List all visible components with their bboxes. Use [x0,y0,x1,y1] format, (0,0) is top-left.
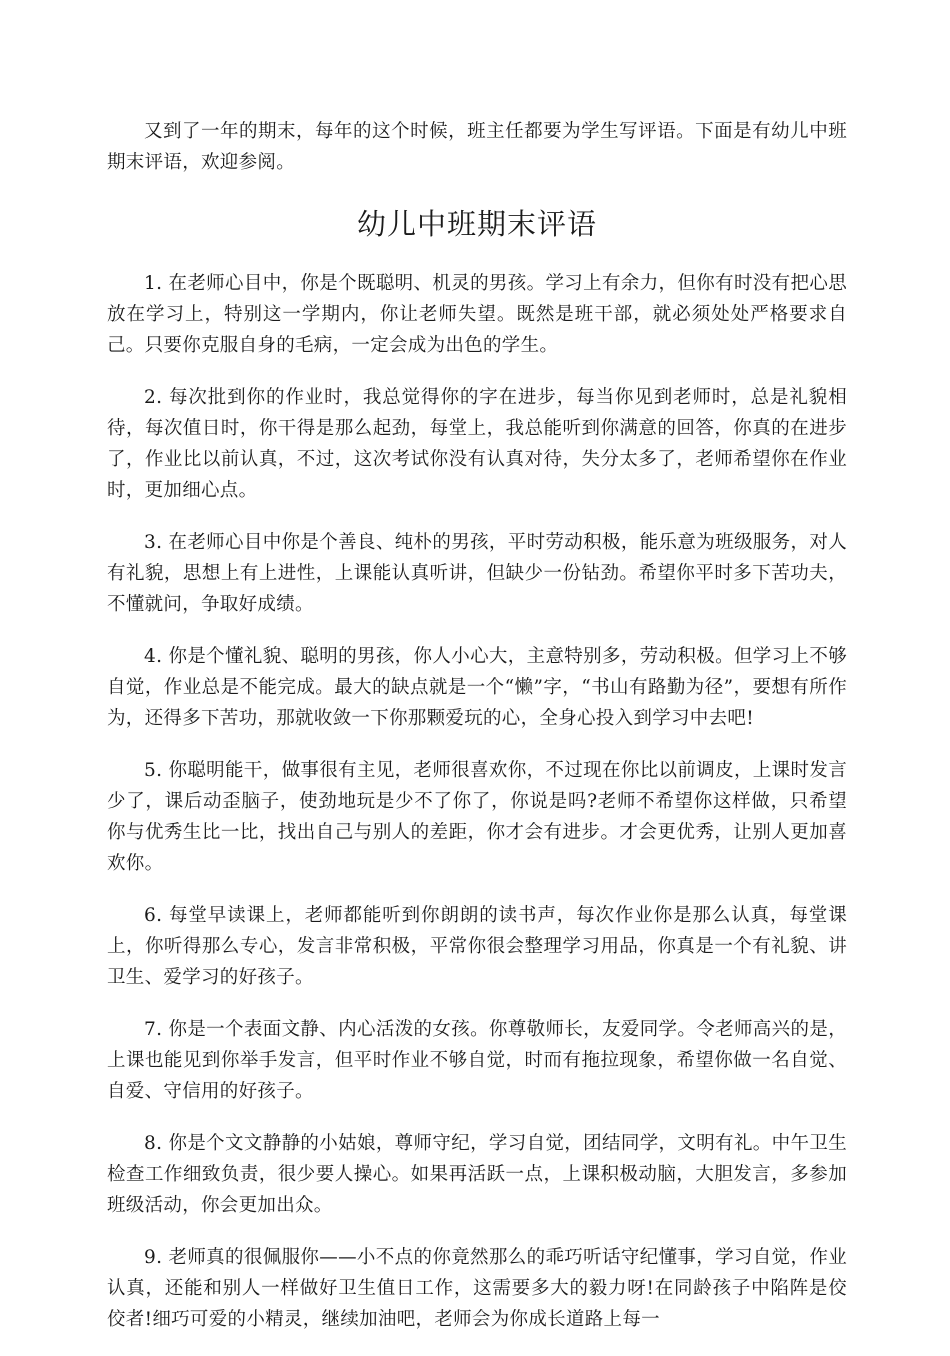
document-title: 幼儿中班期末评语 [356,207,597,241]
comment-item-7: 7. 你是一个表面文静、内心活泼的女孩。你尊敬师长，友爱同学。令老师高兴的是，上课也能见到你举手发言，但平时作业不够自觉，时而有拖拉现象，希望你做一名自觉、自爱、守信用的好孩子。 [107,1019,847,1102]
comment-list [107,268,847,1335]
comment-item-2: 2. 每次批到你的作业时，我总觉得你的字在进步，每当你见到老师时，总是礼貌相待，每次值日时，你干得是那么起劲，每堂上，我总能听到你满意的回答，你真的在进步了，作业比以前认真，不过，这次考试你没有认真对待，失分太多了，老师希望你在作业时，更加细心点。 [107,387,847,501]
intro-paragraph: 又到了一年的期末，每年的这个时候，班主任都要为学生写评语。下面是有幼儿中班期末评语，欢迎参阅。 [107,121,847,173]
comment-item-5: 5. 你聪明能干，做事很有主见，老师很喜欢你，不过现在你比以前调皮，上课时发言少了，课后动歪脑子，使劲地玩是少不了你了，你说是吗?老师不希望你这样做，只希望你与优秀生比一比，找出自己与别人的差距，你才会有进步。才会更优秀，让别人更加喜欢你。 [107,760,847,874]
comment-item-9: 9. 老师真的很佩服你——小不点的你竟然那么的乖巧听话守纪懂事，学习自觉，作业认真，还能和别人一样做好卫生值日工作，这需要多大的毅力呀!在同龄孩子中陷阵是佼佼者!细巧可爱的小精灵，继续加油吧，老师会为你成长道路上每一 [107,1247,847,1330]
comment-item-4: 4. 你是个懂礼貌、聪明的男孩，你人小心大，主意特别多，劳动积极。但学习上不够自觉，作业总是不能完成。最大的缺点就是一个“懒”字，“书山有路勤为径”，要想有所作为，还得多下苦功，那就收敛一下你那颗爱玩的心，全身心投入到学习中去吧! [107,646,847,729]
comment-item-3: 3. 在老师心目中你是个善良、纯朴的男孩，平时劳动积极，能乐意为班级服务，对人有礼貌，思想上有上进性，上课能认真听讲，但缺少一份钻劲。希望你平时多下苦功夫，不懂就问，争取好成绩。 [107,532,847,615]
document-page [107,116,847,1356]
comment-item-1: 1. 在老师心目中，你是个既聪明、机灵的男孩。学习上有余力，但你有时没有把心思放在学习上，特别这一学期内，你让老师失望。既然是班干部，就必须处处严格要求自己。只要你克服自身的毛病，一定会成为出色的学生。 [107,273,847,356]
comment-item-6: 6. 每堂早读课上，老师都能听到你朗朗的读书声，每次作业你是那么认真，每堂课上，你听得那么专心，发言非常积极，平常你很会整理学习用品，你真是一个有礼貌、讲卫生、爱学习的好孩子。 [107,905,847,988]
comment-item-8: 8. 你是个文文静静的小姑娘，尊师守纪，学习自觉，团结同学，文明有礼。中午卫生检查工作细致负责，很少要人操心。如果再活跃一点，上课积极动脑，大胆发言，多参加班级活动，你会更加出众。 [107,1133,847,1216]
